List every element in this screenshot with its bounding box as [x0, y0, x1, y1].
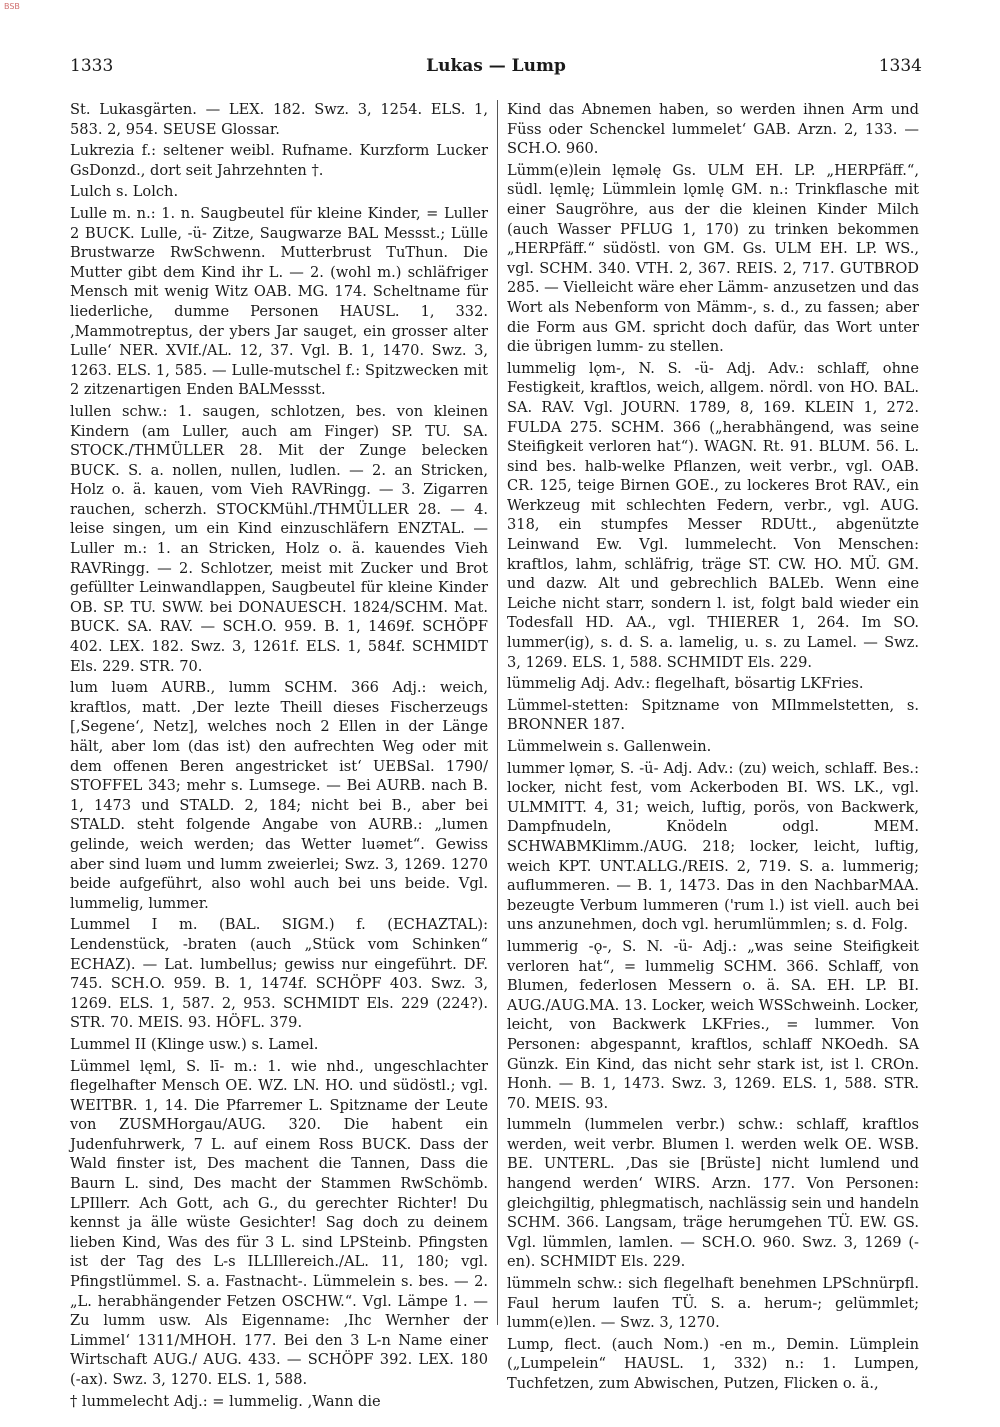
- page-header: [70, 56, 922, 78]
- right-page-number: 1334: [878, 56, 922, 76]
- entry-lum: lum luəm AURB., lumm SCHM. 366 Adj.: weich, kraftlos, matt. ‚Der lezte Theill dieses Fischerzeugs [‚Segene‘, Netz], welches noch 2 Ellen in der Länge hält, aber lom (das ist) den aufrechten Weg oder mit dem offenen Beren angestricket ist‘ UEBSal. 1790/ STOFFEL 343; mehr s. Lumsege. — Bei AURB. nach B. 1, 1473 und STALD. 2, 184; nicht bei B., aber bei STALD. steht folgende Angabe von AURB.: „lumen gelinde, weich werden; das Wetter luəmet“. Gewiss aber sind luəm und lumm zweierlei; Swz. 3, 1269. 1270 beide aufgeführt, also wohl auch bei uns beide. Vgl. lummelig, lummer.: [70, 679, 488, 912]
- right-column: [507, 100, 919, 1396]
- entry-lummeln: lummeln (lummelen verbr.) schw.: schlaff, kraftlos werden, weit verbr. Blumen l. werden welk OE. WSB. BE. UNTERL. ‚Das sie [Brüste] nicht lumlend und hangend werden‘ WIRS. Arzn. 177. Von Personen: gleichgiltig, phlegmatisch, nachlässig sein und handeln SCHM. 366. Langsam, träge herumgehen TÜ. EW. GS. Vgl. lümmlen, lamlen. — SCH.O. 960. Swz. 3, 1269 (-en). SCHMIDT Els. 229.: [507, 1116, 919, 1271]
- entry-lummelig: lummelig lǫm-, N. S. -ü- Adj. Adv.: schlaff, ohne Festigkeit, kraftlos, weich, allgem. nördl. von HO. BAL. SA. RAV. Vgl. JOURN. 1789, 8, 169. KLEIN 1, 272. FULDA 275. SCHM. 366 („herabhängend, was seine Steifigkeit verloren hat“). WAGN. Rt. 91. BLUM. 56. L. sind bes. halb-welke Pflanzen, weit verbr., vgl. OAB. CR. 125, teige Birnen GOE., zu lockeres Brot RAV., ein Werkzeug mit schlechten Federn, verbr., vgl. AUG. 318, ein stumpfes Messer RDUtt., abgenützte Leinwand Ew. Vgl. lummelecht. Von Menschen: kraftlos, lahm, schläfrig, träge ST. CW. HO. MÜ. GM. und dazw. Alt und gebrechlich BALEb. Wenn eine Leiche nicht starr, sondern l. ist, folgt bald wieder ein Todesfall HD. AA., vgl. THIERER 1, 264. Im SO. lummer(ig), s. d. S. a. lamelig, u. s. zu Lamel. — Swz. 3, 1269. ELS. 1, 588. SCHMIDT Els. 229.: [507, 359, 919, 671]
- entry-luemmeln: lümmeln schw.: sich flegelhaft benehmen LPSchnürpfl. Faul herum laufen TÜ. S. a. herum-; gelümmlet; lumm(e)len. — Swz. 3, 1270.: [507, 1275, 919, 1332]
- left-page-number: 1333: [70, 56, 114, 76]
- column-divider: [497, 100, 498, 1325]
- entry-lukasgaerten: St. Lukasgärten. — LEX. 182. Swz. 3, 1254. ELS. 1, 583. 2, 954. SEUSE Glossar.: [70, 101, 488, 138]
- entry-lukrezia: Lukrezia f.: seltener weibl. Rufname. Kurzform Lucker GsDonzd., dort seit Jahrzehnten †.: [70, 142, 488, 179]
- entry-continuation: Kind das Abnemen haben, so werden ihnen Arm und Füss oder Schenckel lummelet‘ GAB. Arzn. 2, 133. — SCH.O. 960.: [507, 101, 919, 158]
- entry-lummerig: lummerig -ǫ-, S. N. -ü- Adj.: „was seine Steifigkeit verloren hat“, = lummelig SCHM. 366. Schlaff, von Blumen, federlosen Messern o. ä. SA. EH. LP. BI. AUG./AUG.MA. 13. Locker, weich WSSchweinh. Locker, leicht, von Backwerk LKFries., = lummer. Von Personen: abgespannt, kraftlos, schlaff NKOedh. SA Günzk. Ein Kind, das nicht sehr stark ist, ist l. CROn. Honh. — B. 1, 1473. Swz. 3, 1269. ELS. 1, 588. STR. 70. MEIS. 93.: [507, 937, 919, 1112]
- entry-luemmelig: lümmelig Adj. Adv.: flegelhaft, bösartig LKFries.: [507, 675, 864, 693]
- running-title: Lukas — Lump: [426, 56, 566, 76]
- entry-luemmelwein: Lümmelwein s. Gallenwein.: [507, 738, 712, 755]
- entry-lummer: lummer lǫmər, S. -ü- Adj. Adv.: (zu) weich, schlaff. Bes.: locker, nicht fest, vom Ackerboden BI. WS. LK., vgl. ULMMITT. 4, 31; weich, luftig, porös, von Backwerk, Dampfnudeln, Knödeln odgl. MEM. SCHWABMKlimm./AUG. 218; locker, leicht, luftig, weich KPT. UNT.ALLG./REIS. 2, 719. S. a. lummerig; auflummeren. — B. 1, 1473. Das in den NachbarMAA. bezeugte Verbum lummeren ('rum l.) ist viell. auch bei uns anzunehmen, doch vgl. herumlümmlen; s. d. Folg.: [507, 759, 919, 934]
- entry-lullen: lullen schw.: 1. saugen, schlotzen, bes. von kleinen Kindern (am Luller, auch am Finger) SP. TU. SA. STOCK./THMÜLLER 28. Mit der Zunge belecken BUCK. S. a. nollen, nullen, ludlen. — 2. an Stricken, Holz o. ä. kauen, vom Vieh RAVRingg. — 3. Zigarren rauchen, scherzh. STOCKMühl./THMÜLLER 28. — 4. leise singen, um ein Kind einzuschläfern ENZTAL. — Luller m.: 1. an Stricken, Holz o. ä. kauendes Vieh RAVRingg. — 2. Schlotzer, meist mit Zucker und Brot gefüllter Leinwandlappen, Saugbeutel für kleine Kinder OB. SP. TU. SWW. bei DONAUESCH. 1824/SCHM. Mat. BUCK. SA. RAV. — SCH.O. 959. B. 1, 1469f. SCHÖPF 402. LEX. 182. Swz. 3, 1261f. ELS. 1, 584f. SCHMIDT Els. 229. STR. 70.: [70, 402, 488, 675]
- left-column: [70, 100, 488, 1413]
- library-stamp: BSB: [4, 2, 20, 11]
- entry-lump: Lump, flect. (auch Nom.) -en m., Demin. Lümplein („Lumpelein“ HAUSL. 1, 332) n.: 1. Lumpen, Tuchfetzen, zum Abwischen, Putzen, Flicken o. ä.,: [507, 1335, 919, 1392]
- entry-lummel-ii: Lummel II (Klinge usw.) s. Lamel.: [70, 1035, 319, 1053]
- entry-luemmel: Lümmel lęml, S. lī- m.: 1. wie nhd., ungeschlachter flegelhafter Mensch OE. WZ. LN. HO. und südöstl.; vgl. WEITBR. 1, 14. Die Pfarremer L. Spitzname der Leute von ZUSMHorgau/AUG. 320. Die habent ein Judenfuhrwerk, 7 L. auf einem Ross BUCK. Dass der Wald finster ist, Des machent die Tannen, Dass die Baurn L. sind, Des macht der Stammen RwSchömb. LPIllerr. Ach Gott, ach G., du gerechter Richter! Du kennst ja älle wüste Gesichter! Sag doch zu deinem lieben Kind, Was des für 3 L. sind LPSteinb. Pfingsten ist der Tag des L-s ILLIllereich./AL. 11, 180; vgl. Pfingstlümmel. S. a. Fastnacht-. Lümmelein s. bes. — 2. „L. herabhängender Fetzen OSCHW.“. Vgl. Lämpe 1. — Zu lumm usw. Als Eigenname: ‚Ihc Wernher der Limmel‘ 1311/MHOH. 177. Bei den 3 L-n Name einer Wirtschaft AUG./ AUG. 433. — SCHÖPF 392. LEX. 180 (-ax). Swz. 3, 1270. ELS. 1, 588.: [70, 1057, 488, 1388]
- entry-luemmel-stetten: Lümmel-stetten: Spitzname von MIlmmelstetten, s. BRONNER 187.: [507, 696, 919, 734]
- entry-lummel-i: Lummel I m. (BAL. SIGM.) f. (ECHAZTAL): Lendenstück, -braten (auch „Stück vom Schinken“ ECHAZ). — Lat. lumbellus; gewiss nur eingeführt. DF. 745. SCH.O. 959. B. 1, 1474f. SCHÖPF 403. Swz. 3, 1269. ELS. 1, 587. 2, 953. SCHMIDT Els. 229 (224?). STR. 70. MEIS. 93. HÖFL. 379.: [70, 916, 488, 1032]
- entry-lulch: Lulch s. Lolch.: [70, 183, 179, 201]
- entry-lummelecht: † lummelecht Adj.: = lummelig. ‚Wann die: [70, 1392, 381, 1410]
- entry-lulle: Lulle m. n.: 1. n. Saugbeutel für kleine Kinder, = Luller 2 BUCK. Lulle, -ü- Zitze, Saugwarze BAL Messst.; Lülle Brustwarze RwSchwenn. Mutterbrust TuThun. Die Mutter gibt dem Kind ihr L. — 2. (wohl m.) schläfriger Mensch mit wenig Witz OAB. MG. 174. Scheltname für liederliche, dumme Personen HAUSL. 1, 332. ‚Mammotreptus, der ybers Jar sauget, ein grosser alter Lulle‘ NER. XVIf./AL. 12, 37. Vgl. B. 1, 1470. Swz. 3, 1263. ELS. 1, 585. — Lulle-mutschel f.: Spitzwecken mit 2 zitzenartigen Enden BALMessst.: [70, 204, 488, 399]
- entry-luemmelein: Lümm(e)lein lęmǝlę Gs. ULM EH. LP. „HERPfäff.“, südl. lęmlę; Lümmlein lǫmlę GM. n.: Trinkflasche mit einer Saugröhre, aus der die kleinen Kinder Milch (auch Wasser PFLUG 1, 170) zu trinken bekommen „HERPfäff.“ südöstl. von GM. Gs. ULM EH. LP. WS., vgl. SCHM. 340. VTH. 2, 367. REIS. 2, 717. GUTBROD 285. — Vielleicht wäre eher Lämm- anzusetzen und das Wort als Nebenform von Mämm-, s. d., zu fassen; aber die Form aus GM. spricht doch dafür, das Wort unter die übrigen lumm- zu stellen.: [507, 161, 919, 356]
